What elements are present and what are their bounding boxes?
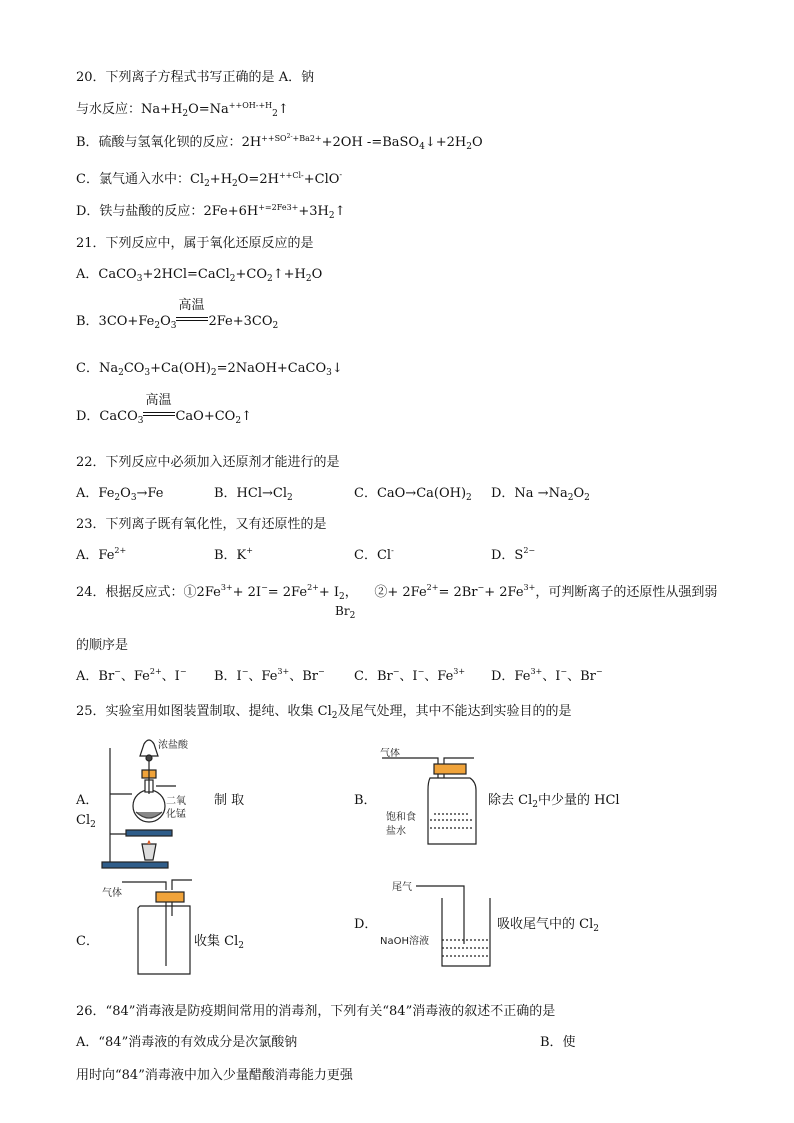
q20-option-d: D．铁与盐酸的反应：$2Fe+6H^{+=2Fe3+}+3H_2↑$: [76, 203, 346, 221]
q24-br2: $Br_2$: [335, 604, 356, 621]
q21-option-c: C．$Na_2CO_3+Ca(OH)_2=2NaOH+CaCO_3↓$: [76, 361, 343, 378]
q20-option-a: 与水反应：$Na+H_2O=Na^{++OH-+H}_2↑$: [76, 101, 289, 119]
q24-option-c: C．Br−、I−、$Fe^{3+}$: [354, 667, 466, 684]
washing-bottle-apparatus: [378, 748, 482, 852]
q23-option-a: A．$Fe^{2+}$: [76, 546, 127, 563]
chlorine-generator-apparatus: [98, 734, 198, 874]
tail-gas-absorber: [378, 878, 494, 970]
q26-option-a: A．“84”消毒液的有效成分是次氯酸钠: [76, 1035, 298, 1050]
label-gas-c: 气体: [102, 888, 122, 899]
q26-stem: 26．“84”消毒液是防疫期间常用的消毒剂，下列有关“84”消毒液的叙述不正确的是: [76, 1004, 556, 1019]
label-conc-hcl: 浓盐酸: [158, 740, 188, 751]
label-gas: 气体: [380, 748, 400, 759]
q21-stem: 21．下列反应中，属于氧化还原反应的是: [76, 236, 314, 251]
q22-option-a: A．$Fe_2O_3\to Fe$: [76, 486, 164, 503]
q24-stem: 24．根据反应式：$①2Fe^{3+}+ 2I^-= 2Fe^{2+}+ I_2$， ②+ $2Fe^{2+}= 2Br^-+ 2Fe^{3+}$，可判断离子的还原性从强到弱: [76, 583, 718, 602]
label-brine-1: 饱和食: [386, 812, 416, 823]
q22-option-d: D．$Na \to Na_2O_2$: [491, 486, 590, 503]
q23-option-c: C．Cl-: [354, 546, 394, 563]
q22-option-c: C．$CaO\to Ca(OH)_2$: [354, 486, 472, 503]
q23-option-d: D．$S^{2-}$: [491, 546, 536, 563]
q24-option-a: A．Br−、$Fe^{2+}$、I−: [76, 667, 187, 684]
q25-stem: 25．实验室用如图装置制取、提纯、收集 $Cl_2$及尾气处理，其中不能达到实验目的的是: [76, 704, 572, 721]
q21-option-d: D．CaCO$_3$ 高温 $CaO+CO_2↑$: [76, 393, 252, 426]
label-mno2-1: 二氧: [166, 796, 186, 807]
q26-option-b: B．使: [540, 1035, 576, 1050]
condition-high-temp: 高温: [145, 393, 172, 408]
q25-option-b-text: 除去 $Cl_2$中少量的 HCl: [488, 793, 620, 810]
q24-option-b: B．I−、$Fe^{3+}$、Br−: [214, 667, 325, 684]
q20-option-b: B．硫酸与氢氧化钡的反应：$2H^{++SO2-+Ba2+}+2OH$ $-=BaSO_4↓+2H_2O$: [76, 133, 483, 152]
label-naoh: NaOH溶液: [380, 936, 429, 947]
q25-option-a-label: A．: [76, 793, 99, 808]
q25-option-a-text: 制 取: [214, 793, 245, 808]
q25-option-c-text: 收集 $Cl_2$: [194, 934, 244, 951]
q26-option-b-cont: 用时向“84”消毒液中加入少量醋酸消毒能力更强: [76, 1068, 353, 1083]
q22-option-b: B．$HCl\to Cl_2$: [214, 486, 293, 503]
q23-option-b: B．K+: [214, 546, 253, 563]
label-brine-2: 盐水: [386, 826, 406, 837]
q22-stem: 22．下列反应中必须加入还原剂才能进行的是: [76, 455, 340, 470]
label-mno2-2: 化锰: [166, 809, 186, 820]
label-tail-gas: 尾气: [392, 882, 412, 893]
q24-stem-cont: 的顺序是: [76, 638, 129, 653]
q23-stem: 23．下列离子既有氧化性，又有还原性的是: [76, 517, 327, 532]
q24-option-d: D．$Fe^{3+}$、I−、Br−: [491, 667, 603, 684]
q25-option-b-label: B．: [354, 793, 377, 808]
q25-option-d-text: 吸收尾气中的 $Cl_2$: [497, 917, 599, 934]
q21-option-a: A．$CaCO_3+2HCl=CaCl_2+CO_2↑+H_2O$: [76, 267, 323, 284]
q25-option-d-label: D．: [354, 917, 378, 932]
gas-collecting-bottle: [100, 876, 196, 976]
q25-option-c-label: C．: [76, 934, 99, 949]
condition-high-temp: 高温: [178, 298, 205, 313]
q20-option-c: C．氯气通入水中：$Cl_2+H_2O=2H^{++Cl-}+ClO^-$: [76, 170, 343, 189]
q25-option-a-cl2: $Cl_2$: [76, 813, 96, 830]
q20-stem: 20．下列离子方程式书写正确的是 A．钠: [76, 70, 315, 85]
q21-option-b: B．$3CO+Fe_2O_3$ 高温 $2Fe+3CO_2$: [76, 298, 279, 331]
